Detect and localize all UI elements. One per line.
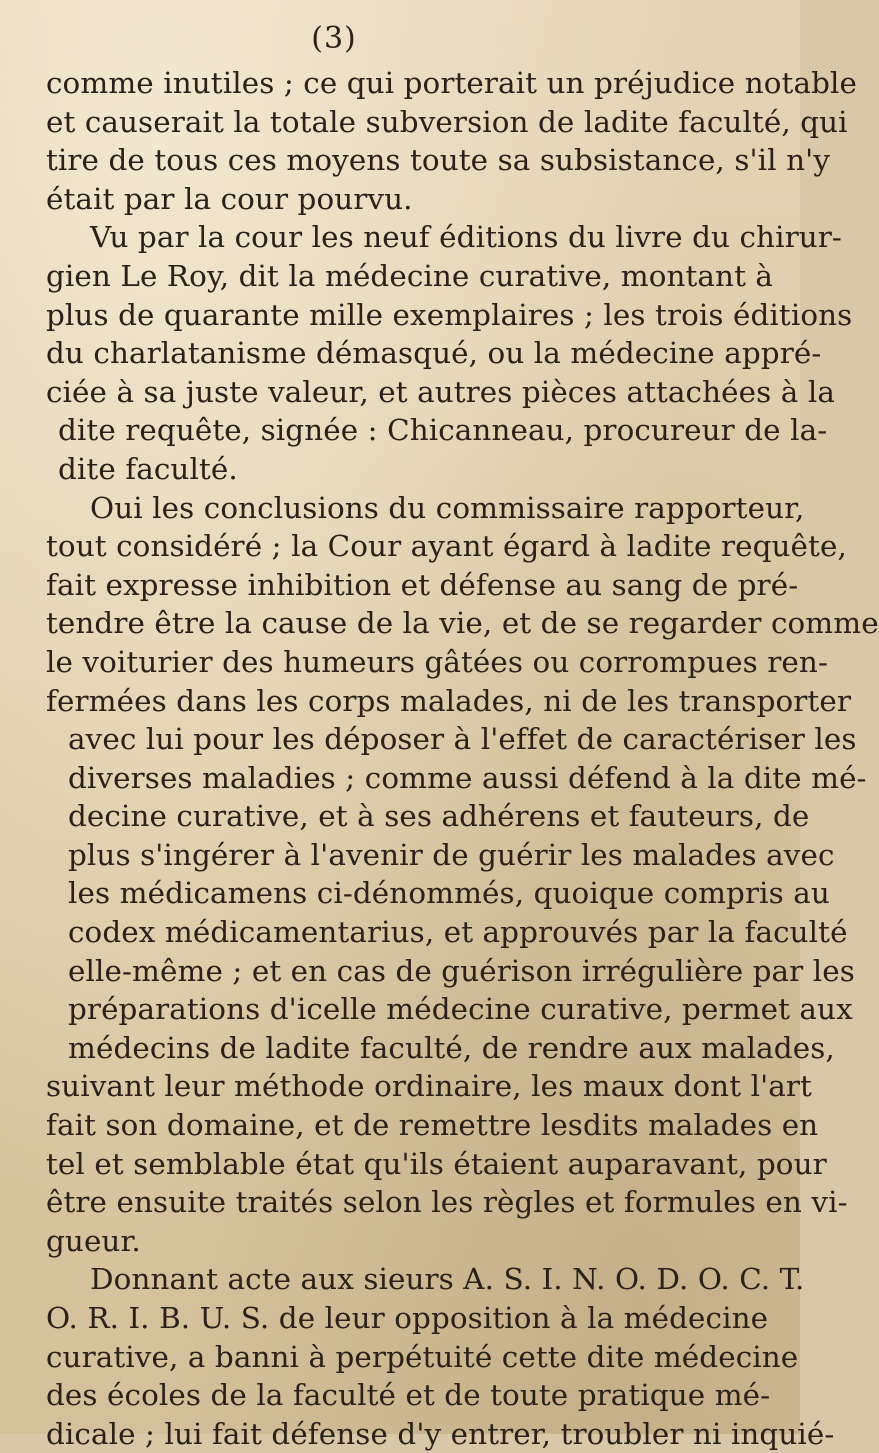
text-line: tire de tous ces moyens toute sa subsistance, s'il n'y — [46, 143, 831, 178]
text-line: diverses maladies ; comme aussi défend à la dite mé- — [68, 760, 867, 795]
text-line: avec lui pour les déposer à l'effet de caractériser les — [68, 722, 857, 757]
text-line: tel et semblable état qu'ils étaient auparavant, pour — [46, 1146, 827, 1181]
text-line: fait expresse inhibition et défense au sang de pré- — [46, 567, 799, 602]
text-line: être ensuite traités selon les règles et formules en vi- — [46, 1185, 848, 1220]
text-line: dite requête, signée : Chicanneau, procureur de la- — [58, 413, 828, 448]
text-line: des écoles de la faculté et de toute pratique mé- — [46, 1378, 771, 1413]
text-line: fermées dans les corps malades, ni de les transporter — [46, 683, 851, 718]
text-line: Oui les conclusions du commissaire rapporteur, — [90, 490, 805, 525]
text-line: comme inutiles ; ce qui porterait un préjudice notable — [46, 66, 858, 100]
text-line: médecins de ladite faculté, de rendre aux malades, — [68, 1030, 835, 1065]
text-line: Donnant acte aux sieurs A. S. I. N. O. D. O. C. T. — [90, 1262, 805, 1297]
page-number: (3) — [311, 21, 357, 56]
text-line: les médicamens ci-dénommés, quoique compris au — [68, 876, 830, 911]
text-line: Vu par la cour les neuf éditions du livre du chirur- — [90, 220, 842, 255]
text-line: curative, a banni à perpétuité cette dite médecine — [46, 1339, 799, 1374]
text-line: ciée à sa juste valeur, et autres pièces attachées à la — [46, 374, 835, 409]
text-line: fait son domaine, et de remettre lesdits malades en — [46, 1108, 819, 1143]
text-line: decine curative, et à ses adhérens et fauteurs, de — [68, 799, 810, 834]
text-line: suivant leur méthode ordinaire, les maux dont l'art — [46, 1069, 812, 1104]
text-line: plus s'ingérer à l'avenir de guérir les malades avec — [68, 837, 835, 872]
text-line: gueur. — [46, 1223, 141, 1258]
text-line: tendre être la cause de la vie, et de se regarder comme — [46, 606, 879, 641]
text-line: codex médicamentarius, et approuvés par la faculté — [68, 915, 848, 950]
text-line: le voiturier des humeurs gâtées ou corrompues ren- — [46, 644, 828, 679]
text-line: plus de quarante mille exemplaires ; les trois éditions — [46, 297, 853, 332]
text-line: tout considéré ; la Cour ayant égard à ladite requête, — [46, 529, 847, 564]
text-line: dicale ; lui fait défense d'y entrer, troubler ni inquié- — [46, 1416, 835, 1451]
body-text — [46, 64, 879, 1453]
text-line: gien Le Roy, dit la médecine curative, montant à — [46, 258, 774, 293]
text-line: dite faculté. — [58, 451, 238, 486]
text-line: était par la cour pourvu. — [46, 181, 413, 216]
text-line: du charlatanisme démasqué, ou la médecine appré- — [46, 336, 822, 371]
text-line: préparations d'icelle médecine curative, permet aux — [68, 992, 853, 1027]
text-line: et causerait la totale subversion de ladite faculté, qui — [46, 104, 848, 139]
text-line: elle-même ; et en cas de guérison irrégulière par les — [68, 953, 855, 988]
text-line: O. R. I. B. U. S. de leur opposition à la médecine — [46, 1301, 769, 1335]
